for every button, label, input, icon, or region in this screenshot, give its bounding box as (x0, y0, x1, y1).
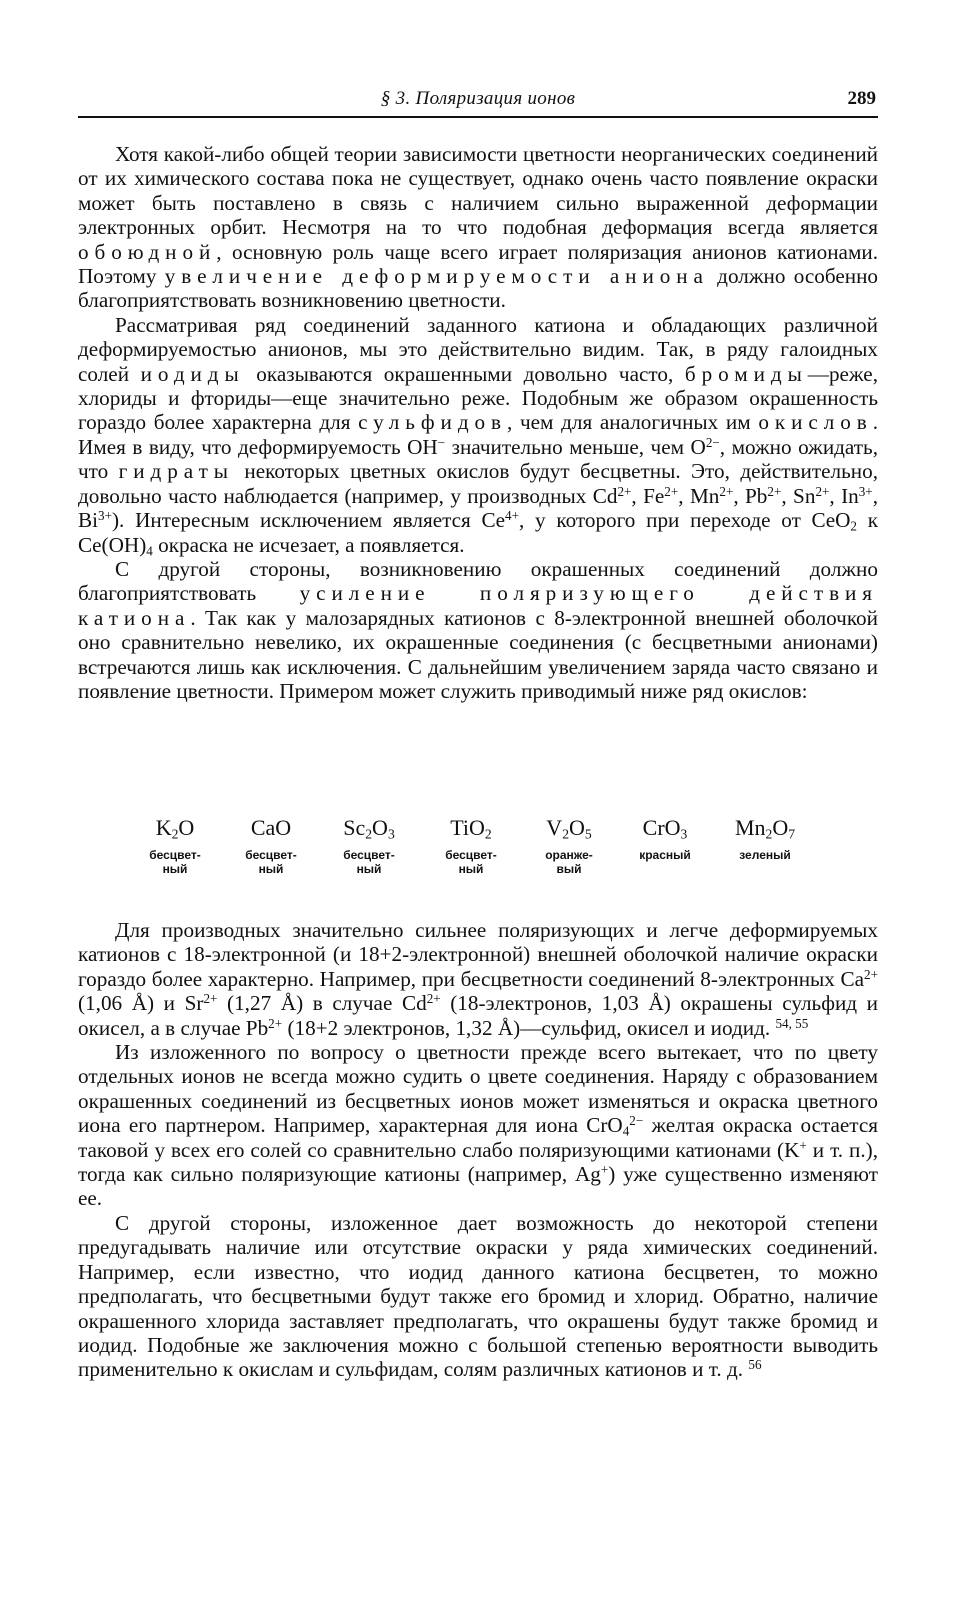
oxide-item (426, 815, 516, 876)
body-text-bottom (78, 918, 878, 1382)
paragraph: Из изложенного по вопросу о цветности прежде всего вытекает, что по цвету отдельных ионов не всегда можно судить о цвете соединения. Наряду с образованием окрашенных соединений из бесцветных ионов может изменяться и окраска цветного иона его партнером. Например, характерная для иона CrO$_4^{2-}$ желтая окраска остается таковой у всех его солей со сравнительно слабо поляризующими катионами (K+ и т. п.), тогда как сильно поляризующие катионы (например, Ag+) уже существенно изменяют ее. (78, 1040, 878, 1211)
paragraph: Рассматривая ряд соединений заданного катиона и обладающих различной деформируемостью анионов, мы это действительно видим. Так, в ряду галоидных солей иодиды оказываются окрашенными довольно часто, бромиды—реже, хлориды и фториды—еще значительно реже. Подобным же образом окрашенность гораздо более характерна для сульфидов, чем для аналогичных им окислов. Имея в виду, что деформируемость OH− значительно меньше, чем $O^{2-}$, можно ожидать, что гидраты некоторых цветных окислов будут бесцветны. Это, действительно, довольно часто наблюдается (например, у производных $Cd^{2+}$, $Fe^{2+}$, $Mn^{2+}$, $Pb^{2+}$, $Sn^{2+}$, $In^{3+}$, $Bi^{3+}$). Интересным исключением является $Ce^{4+}$, у которого при переходе от CeO$_2$ к $Ce(OH)_4$ окраска не исчезает, а появляется. (78, 312, 879, 558)
oxide-color: бесцвет- ный (445, 848, 497, 876)
paragraph: Для производных значительно сильнее поляризующих и легче деформируемых катионов с 18-электронной (и 18+2-электронной) внешней оболочкой наличие окраски гораздо более характерно. Например, при бесцветности соединений 8-электронных $Ca^{2+}$ (1,06 Å) и $Sr^{2+}$ (1,27 Å) в случае $Cd^{2+}$ (18-электронов, 1,03 Å) окрашены сульфид и окисел, а в случае $Pb^{2+}$ (18+2 электронов, 1,32 Å)—сульфид, окисел и иодид. $^{54, 55}$ (78, 918, 878, 1040)
running-header (78, 86, 878, 118)
paragraph: С другой стороны, возникновению окрашенных соединений должно благоприятствовать усиление поляризующего действия катиона. Так как у малозарядных катионов с 8-электронной внешней оболочкой оно сравнительно невелико, их окрашенные соединения (с бесцветными анионами) встречаются лишь как исключения. С дальнейшим увеличением заряда часто связано и появление цветности. Примером может служить приводимый ниже ряд окислов: (78, 556, 878, 703)
oxide-item (620, 815, 710, 862)
oxide-color: оранже- вый (545, 848, 593, 876)
body-text-top (78, 142, 878, 703)
oxide-item (226, 815, 316, 876)
paragraph: Хотя какой-либо общей теории зависимости цветности неорганических соединений от их химического состава пока не существует, однако очень часто появление окраски может быть поставлено в связь с наличием сильно выраженной деформации электронных орбит. Несмотря на то что подобная деформация всегда является обоюдной, основную роль чаще всего играет поляризация анионов катионами. Поэтому увеличение деформируемости аниона должно особенно благоприятствовать возникновению цветности. (78, 142, 878, 313)
oxide-formula: $Mn_2O_7$ (734, 815, 796, 842)
oxide-color: красный (639, 848, 691, 862)
oxide-item (324, 815, 414, 876)
oxide-color: зеленый (739, 848, 791, 862)
oxide-item (130, 815, 220, 876)
oxide-item (524, 815, 614, 876)
oxide-formula: $V_2O_5$ (546, 815, 592, 842)
page-number: 289 (847, 88, 876, 109)
oxide-formula: $Sc_2O_3$ (343, 815, 395, 842)
oxide-color: бесцвет- ный (245, 848, 297, 876)
oxide-color: бесцвет- ный (149, 848, 201, 876)
oxide-formula: CaO (250, 815, 292, 840)
oxide-formula: CrO$_3$ (642, 815, 688, 842)
paragraph: С другой стороны, изложенное дает возможность до некоторой степени предугадывать наличие или отсутствие окраски у ряда химических соединений. Например, если известно, что иодид данного катиона бесцветен, то можно предполагать, что бесцветными будут также его бромид и хлорид. Обратно, наличие окрашенного хлорида заставляет предполагать, что окрашены будут также бромид и иодид. Подобные же заключения можно с большой степенью вероятности выводить применительно к окислам и сульфидам, солям различных катионов и т. д. $^{56}$ (78, 1210, 878, 1382)
section-title: § 3. Поляризация ионов (380, 88, 576, 109)
oxide-color: бесцвет- ный (343, 848, 395, 876)
oxide-item (720, 815, 810, 862)
oxide-formula: $K_2O$ (155, 815, 195, 842)
oxide-formula: TiO$_2$ (450, 815, 492, 842)
oxide-series (130, 815, 830, 895)
